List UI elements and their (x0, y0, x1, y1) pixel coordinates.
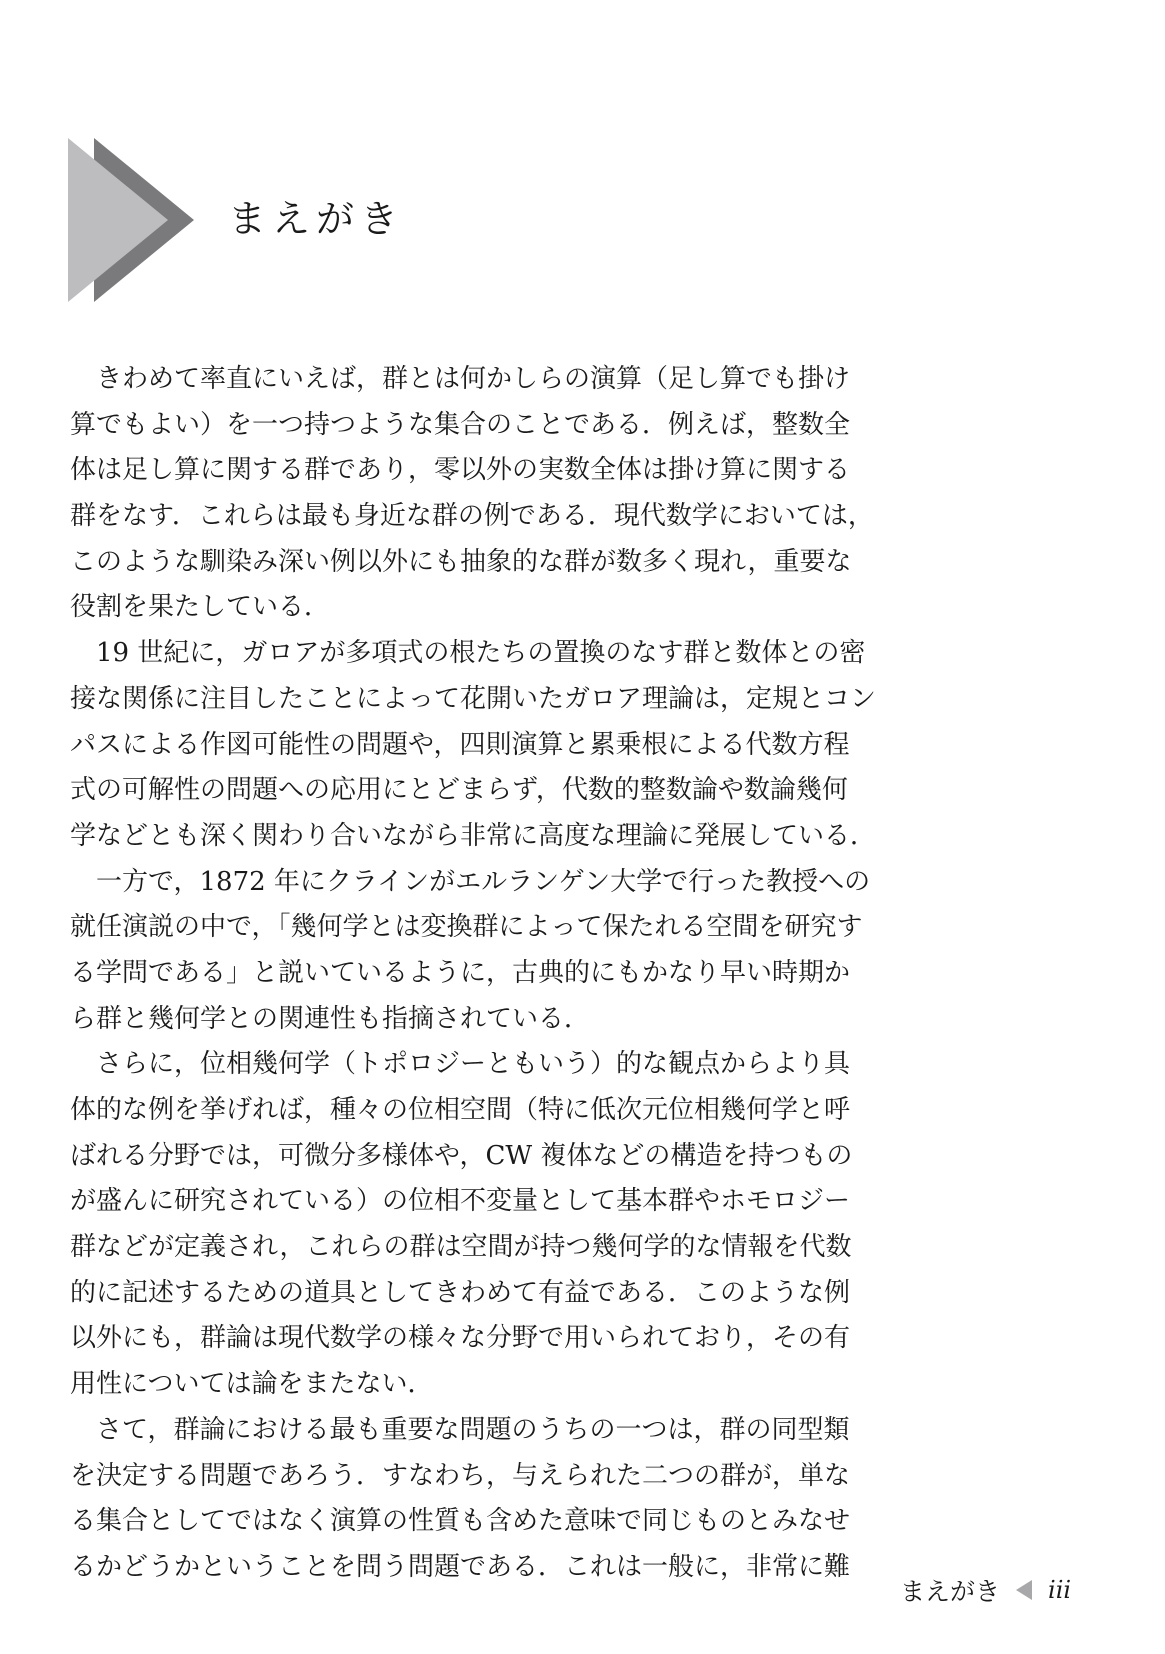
paragraph (70, 1042, 853, 1408)
text-line: る集合としてではなく演算の性質も含めた意味で同じものとみなせ (70, 1506, 851, 1537)
text-line: るかどうかということを問う問題である．これは一般に，非常に難 (70, 1551, 851, 1582)
text-line: きわめて率直にいえば，群とは何かしらの演算（足し算でも掛け (70, 364, 851, 394)
text-line: 体は足し算に関する群であり，零以外の実数全体は掛け算に関する (70, 455, 851, 486)
paragraph (70, 357, 874, 631)
page-number: iii (1048, 1576, 1072, 1604)
text-line: ばれる分野では，可微分多様体や，CW 複体などの構造を持つもの (70, 1140, 853, 1171)
text-line: このような馴染み深い例以外にも抽象的な群が数多く現れ，重要な (70, 546, 852, 577)
text-line: を決定する問題であろう．すなわち，与えられた二つの群が，単な (70, 1460, 851, 1491)
paragraph (70, 631, 877, 859)
text-line: 19 世紀に，ガロアが多項式の根たちの置換のなす群と数体との密 (70, 638, 866, 669)
text-line: 用性については論をまたない． (70, 1369, 434, 1400)
left-triangle-icon (1016, 1580, 1032, 1600)
text-line: さて，群論における最も重要な問題のうちの一つは，群の同型類 (70, 1414, 850, 1445)
body-text (70, 357, 877, 1591)
text-line: ら群と幾何学との関連性も指摘されている． (70, 1003, 591, 1034)
text-line: さらに，位相幾何学（トポロジーともいう）的な観点からより具 (70, 1049, 851, 1080)
text-line: パスによる作図可能性の問題や，四則演算と累乗根による代数方程 (70, 729, 850, 760)
text-line: 群をなす．これらは最も身近な群の例である．現代数学においては， (70, 501, 874, 532)
text-line: が盛んに研究されている）の位相不変量として基本群やホモロジー (70, 1186, 851, 1217)
text-line: 一方で，1872 年にクラインがエルランゲン大学で行った教授への (70, 866, 871, 897)
text-line: 以外にも，群論は現代数学の様々な分野で用いられており，その有 (70, 1323, 851, 1354)
text-line: 的に記述するための道具としてきわめて有益である．このような例 (70, 1277, 851, 1308)
paragraph (70, 1408, 851, 1591)
text-line: る学問である」と説いているように，古典的にもかなり早い時期か (70, 957, 851, 988)
double-triangle-icon (68, 138, 238, 302)
text-line: 群などが定義され，これらの群は空間が持つ幾何学的な情報を代数 (70, 1232, 852, 1263)
text-line: 就任演説の中で，「幾何学とは変換群によって保たれる空間を研究す (70, 912, 863, 943)
text-line: 役割を果たしている． (70, 592, 331, 623)
page-title: まえがき (228, 197, 405, 241)
text-line: 体的な例を挙げれば，種々の位相空間（特に低次元位相幾何学と呼 (70, 1095, 851, 1125)
running-footer (900, 1572, 1071, 1608)
text-line: 算でもよい）を一つ持つような集合のことである．例えば，整数全 (70, 409, 851, 440)
text-line: 式の可解性の問題への応用にとどまらず，代数的整数論や数論幾何 (70, 775, 848, 806)
footer-section-title: まえがき (900, 1577, 1001, 1606)
text-line: 学などとも深く関わり合いながら非常に高度な理論に発展している． (70, 820, 877, 851)
text-line: 接な関係に注目したことによって花開いたガロア理論は，定規とコン (70, 683, 877, 714)
paragraph (70, 860, 871, 1043)
